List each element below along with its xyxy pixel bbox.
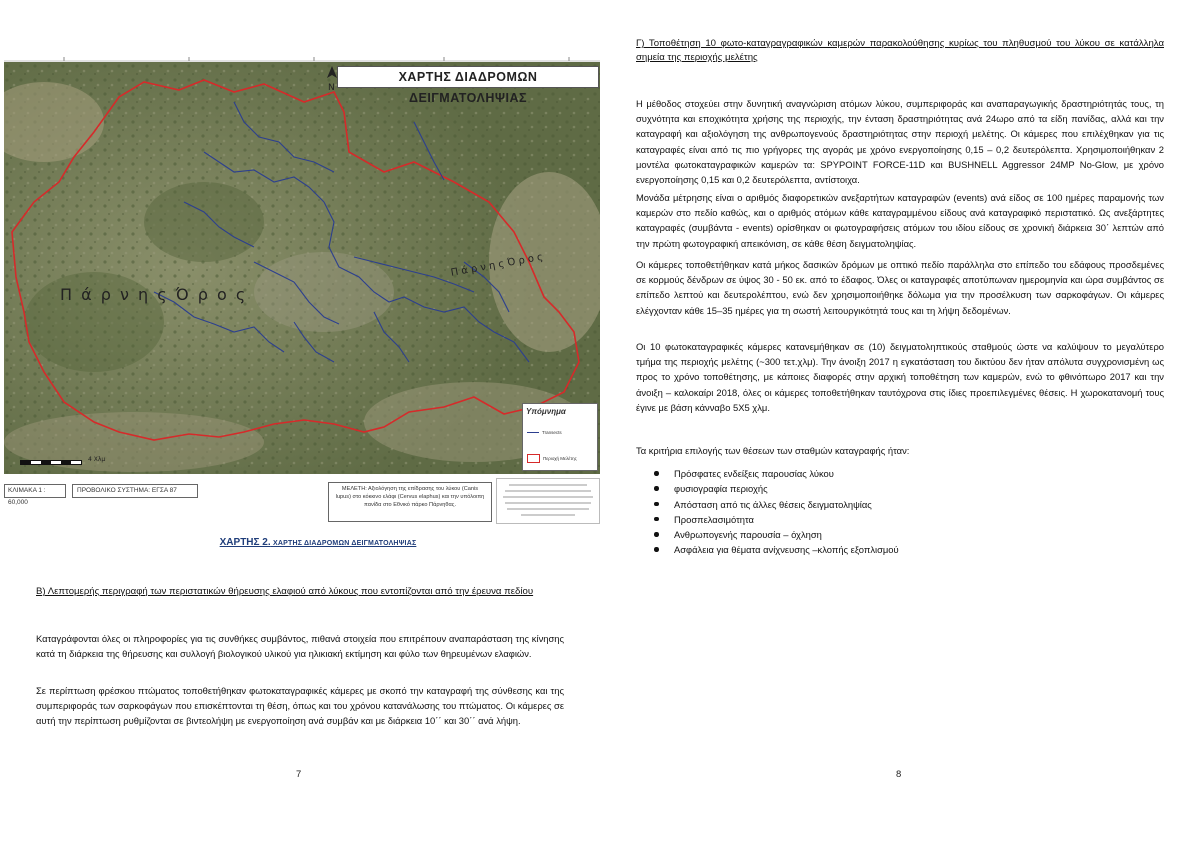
scale-bar-text: 4 Χλμ [88,456,106,463]
author-stamp-lines [497,479,599,523]
figure-caption [0,537,636,548]
page-number-left: 7 [296,769,302,780]
left-paragraph-1: Καταγράφονται όλες οι πληροφορίες για τις συνθήκες συμβάντος, πιθανά στοιχεία που επιτρέπουν αναπαράσταση της κίνησης κατά τη διάρκεια της θήρευσης και συλλογή βιολογικού υλικού για ηλικιακή εκτίμηση και φύλο των θηρευμένων ελαφιών. [36,633,564,660]
caption-text: ΧΑΡΤΗΣ ΔΙΑΔΡΟΜΩΝ ΔΕΙΓΜΑΤΟΛΗΨΙΑΣ [273,540,417,547]
list-item: Προσπελασιμότητα [654,512,899,527]
right-paragraph-2: Μονάδα μέτρησης είναι ο αριθμός διαφορετικών ανεξαρτήτων καταγραφών (events) ανά είδος σε 100 ημέρες παραμονής των καμερών στο πεδίο καθώς, και ο αριθμός ατόμων κάθε καταγραμμένου είδους ανά καταγραφικό περιστατικό. Ως ανεξάρτητες καταγραφές (συμβάντα - events) ορίσθηκαν οι φωτογραφήσεις ατόμων του ιδίου είδους σε χρονική διάρκεια 30΄ λεπτών από την πρώτη φωτογραφική απεικόνιση, σε κάθε θέση δειγματοληψίας. [636,192,1164,249]
legend-title: Υπόμνημα [526,407,566,416]
right-paragraph-4: Οι 10 φωτοκαταγραφικές κάμερες κατανεμήθηκαν σε (10) δειγματοληπτικούς σταθμούς ώστε να καλύψουν το μεγαλύτερο τμήμα της περιοχής μελέτης (~300 τετ.χλμ). Την άνοιξη 2017 η εγκατάσταση του δικτύου δεν ήταν απόλυτα συγχρονισμένη ως προς το χρόνο τοποθέτησης, με κάποιες διαφορές στην αρχική τοποθέτηση των καμερών, ενώ το φθινόπωρο 2017 και την άνοιξη – καλοκαίρι 2018, όλες οι κάμερες τοποθετήθηκαν ταυτόχρονα στις ίδιες προεπιλεγμένες θέσεις. Η χωροκατανομή τους έγινε με βάση κάνναβο 5X5 χλμ. [636,341,1164,413]
boundary-box-icon [527,454,540,463]
north-arrow-icon [326,66,338,92]
caption-prefix: ΧΑΡΤΗΣ 2. [219,537,271,548]
scale-box: ΚΛΙΜΑΚΑ 1 : 60,000 [4,484,66,498]
left-section-heading: Β) Λεπτομερής περιγραφή των περιστατικών θήρευσης ελαφιού από λύκους που εντοπίζονται από την έρευνα πεδίου [36,586,534,597]
list-item: Ασφάλεια για θέματα ανίχνευσης –κλοπής εξοπλισμού [654,542,899,557]
projection-box: ΠΡΟΒΟΛΙΚΟ ΣΥΣΤΗΜΑ: ΕΓΣΑ 87 [72,484,198,498]
criteria-intro: Τα κριτήρια επιλογής των θέσεων των σταθμών καταγραφής ήταν: [636,445,910,456]
legend-item-transects: Transects [527,430,562,435]
right-paragraph-1: Η μέθοδος στοχεύει στην δυνητική αναγνώριση ατόμων λύκου, συμπεριφοράς και αναπαραγωγικής δραστηριότητάς τους, τη συχνότητα και εποχικότητα χρήσης της περιοχής, την ένταση δραστηριότητας ανά 24ωρο από τα είδη πανίδας, αλλά και την καταγραφή και αξιολόγηση της ανθρωπογενούς δραστηριότητας στην περιοχή μελέτης. Οι κάμερες που επιλέχθηκαν για τις καταγραφές είναι από τις πιο γρήγορες της αγοράς με χρόνο ενεργοποίησης 0,15 – 0,2 δευτερόλεπτα. Χρησιμοποιήθηκαν 2 μοντέλα φωτοκαταγραφικών καμερών τα: SPYPOINT FORCE-11D και BUSHNELL Aggressor 24MP No-Glow, με χρόνο ενεργοποίησης 0,15 και 0,2 δευτερόλεπτα, αντίστοιχα. [636,98,1164,186]
transect-line-icon [527,432,539,433]
place-label-left: Π ά ρ ν η ς Ό ρ ο ς [60,285,248,304]
map-grid-ticks [4,54,600,62]
list-item: Πρόσφατες ενδείξεις παρουσίας λύκου [654,466,899,481]
place-label-right: Π ά ρ ν η ς Ό ρ ο ς [450,251,544,279]
left-paragraph-2: Σε περίπτωση φρέσκου πτώματος τοποθετήθηκαν φωτοκαταγραφικές κάμερες με σκοπό την καταγραφή της σύνθεσης και της συμπεριφοράς των σαρκοφάγων που επισκέπτονται τη θέση, όπως και του χρόνου κατανάλωσης του πτώματος. Οι κάμερες σε αυτή την περίπτωση ρυθμίζονται σε βιντεολήψη με ενεργοποίηση ανά συμβάν και με διάρκεια 10΄΄ και 30΄΄ ανά λήψη. [36,685,564,727]
list-item: Απόσταση από τις άλλες θέσεις δειγματοληψίας [654,497,899,512]
map-info-strip [4,478,600,526]
map-title: ΧΑΡΤΗΣ ΔΙΑΔΡΟΜΩΝ ΔΕΙΓΜΑΤΟΛΗΨΙΑΣ [337,66,599,88]
list-item: φυσιογραφία περιοχής [654,481,899,496]
list-item: Ανθρωπογενής παρουσία – όχληση [654,527,899,542]
legend-item-study-area: Περιοχή Μελέτης [527,454,577,463]
right-paragraph-3: Οι κάμερες τοποθετήθηκαν κατά μήκος δασικών δρόμων με οπτικό πεδίο παράλληλα στο επίπεδο του εδάφους προσδεμένες σε κορμούς δένδρων σε ύψος 30 - 50 εκ. από το έδαφος. Όλες οι καταγραφές αποτύπωναν ημερομηνία και ώρα συμβάντος σε επίπεδο λεπτού και δευτερολέπτου, ενώ δεν χρησιμοποιήθηκε δόλωμα για την προσέλκυση των σαρκοφάγων. Οι κάμερες ελέγχονταν κάθε 15–35 ημέρες για τη σωστή λειτουργικότητά τους και τη λήψη δεδομένων. [636,259,1164,316]
right-section-heading: Γ) Τοποθέτηση 10 φωτο-καταγραγραφικών καμερών παρακολούθησης κυρίως του πληθυσμού του λύκου σε κατάλληλα σημεία της περιοχής μελέτης [636,38,1164,63]
study-note-box: ΜΕΛΕΤΗ: Αξιολόγηση της επίδρασης του λύκου (Canis lupus) στο κόκκινο ελάφι (Cervus elaphus) και την υπόλοιπη πανίδα στο Εθνικό πάρκο Πάρνηθας. [328,482,492,522]
scale-bar [20,460,82,465]
map-legend [522,403,598,471]
criteria-list [644,466,899,558]
svg-text:N: N [328,83,335,92]
page-number-right: 8 [896,769,902,780]
author-stamp [496,478,600,524]
